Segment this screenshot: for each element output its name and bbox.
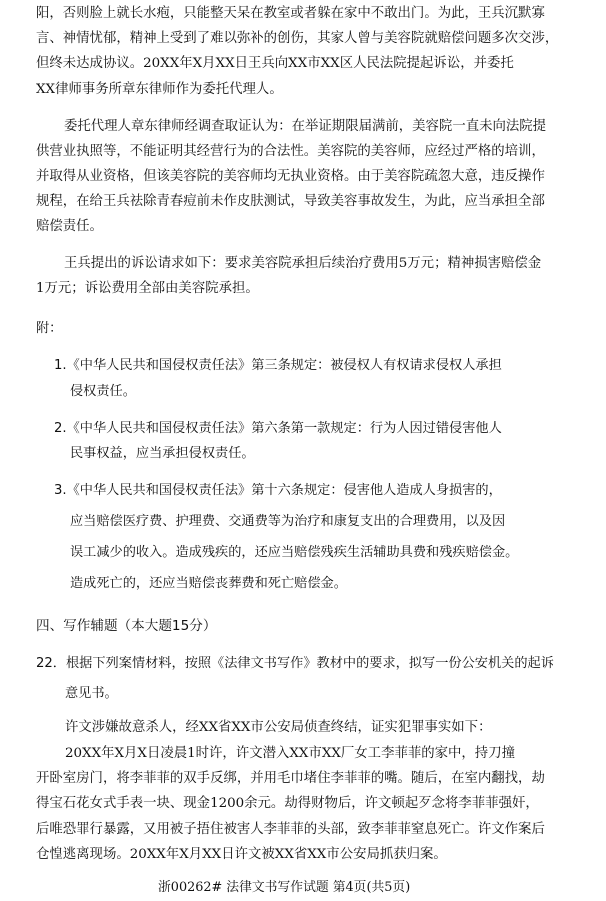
text-line: 20XX年X月X日凌晨1时许，许文潜入XX市XX厂女工李菲菲的家中，持刀撞 — [65, 746, 515, 761]
appendix-item-cont: 侵权责任。 — [70, 384, 136, 399]
appendix-item-cont: 误工减少的收入。造成残疾的，还应当赔偿残疾生活辅助具费和残疾赔偿金。 — [70, 545, 519, 560]
text-line: 开卧室房门，将李菲菲的双手反绑，并用毛巾堵住李菲菲的嘴。随后，在室内翻找，劫 — [36, 771, 545, 786]
appendix-item-cont: 应当赔偿医疗费、护理费、交通费等为治疗和康复支出的合理费用，以及因 — [70, 514, 506, 529]
text-line: 得宝石花女式手表一块、现金1200余元。劫得财物后，许文顿起歹念将李菲菲强奸， — [36, 796, 539, 811]
text-line: XX律师事务所章东律师作为委托代理人。 — [36, 82, 283, 97]
question-line: 意见书。 — [65, 686, 118, 701]
appendix-item: 3.《中华人民共和国侵权责任法》第十六条规定：侵害他人造成人身损害的， — [54, 483, 502, 498]
appendix-item-cont: 造成死亡的，还应当赔偿丧葬费和死亡赔偿金。 — [70, 576, 347, 591]
appendix-item-cont: 民事权益，应当承担侵权责任。 — [70, 446, 255, 461]
page-footer: 浙00262# 法律文书写作试题 第4页(共5页) — [158, 880, 411, 895]
text-line: 1万元；诉讼费用全部由美容院承担。 — [36, 281, 259, 296]
appendix-label: 附： — [36, 321, 63, 336]
section-heading: 四、写作辅题（本大题15分） — [36, 618, 217, 634]
text-line: 但终未达成协议。20XX年X月XX日王兵向XX市XX区人民法院提起诉讼，并委托 — [36, 56, 514, 71]
question-line: 22．根据下列案情材料，按照《法律文书写作》教材中的要求，拟写一份公安机关的起诉 — [36, 656, 554, 671]
text-line: 供营业执照等，不能证明其经营行为的合法性。美容院的美容师，应经过严格的培训， — [36, 144, 545, 159]
text-line: 许文涉嫌故意杀人，经XX省XX市公安局侦查终结，证实犯罪事实如下： — [65, 720, 492, 735]
text-line: 并取得从业资格，但该美容院的美容师均无执业资格。由于美容院疏忽大意，违反操作 — [36, 169, 545, 184]
appendix-item: 1.《中华人民共和国侵权责任法》第三条规定：被侵权人有权请求侵权人承担 — [54, 358, 502, 373]
text-line: 仓惶逃离现场。20XX年X月XX日许文被XX省XX市公安局抓获归案。 — [36, 847, 447, 862]
text-line: 言、神情忧郁，精神上受到了难以弥补的创伤，其家人曾与美容院就赔偿问题多次交涉， — [36, 31, 559, 46]
text-line: 规程，在给王兵祛除青春痘前未作皮肤测试，导致美容事故发生，为此，应当承担全部 — [36, 194, 545, 209]
text-line: 王兵提出的诉讼请求如下：要求美容院承担后续治疗费用5万元；精神损害赔偿金 — [64, 256, 542, 271]
appendix-item: 2.《中华人民共和国侵权责任法》第六条第一款规定：行为人因过错侵害他人 — [54, 421, 502, 436]
text-line: 委托代理人章东律师经调查取证认为：在举证期限届满前，美容院一直未向法院提 — [64, 119, 547, 134]
text-line: 后唯恐罪行暴露，又用被子捂住被害人李菲菲的头部，致李菲菲窒息死亡。许文作案后 — [36, 822, 545, 837]
text-line: 阳，否则脸上就长水疱，只能整天呆在教室或者躲在家中不敢出门。为此，王兵沉默寡 — [36, 6, 545, 21]
text-line: 赔偿责任。 — [36, 219, 103, 234]
